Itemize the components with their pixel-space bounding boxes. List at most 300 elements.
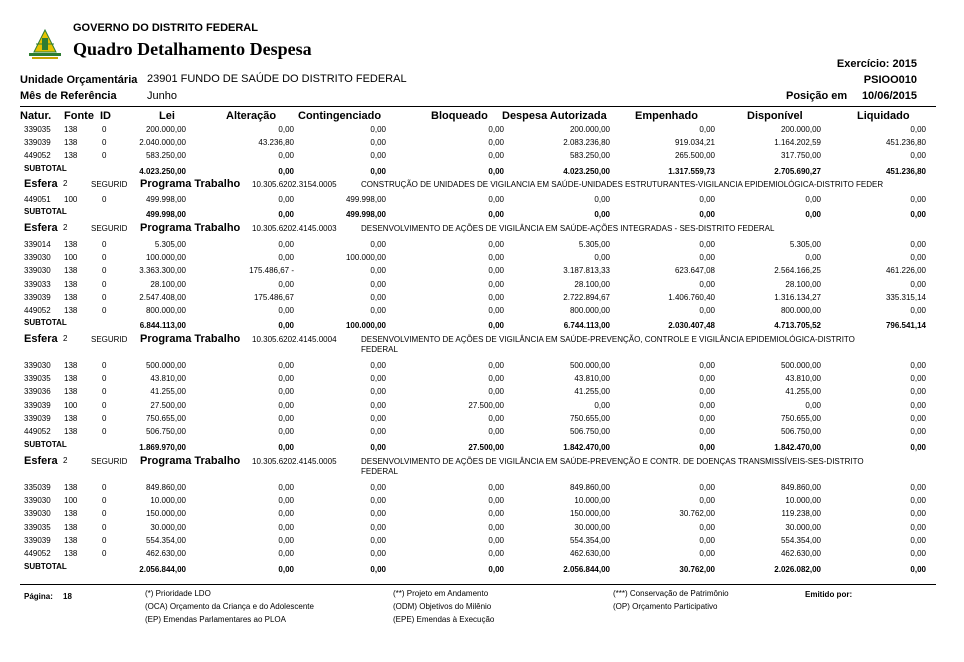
subtotal-value: 0,00: [370, 167, 386, 176]
table-cell: 138: [64, 138, 78, 148]
table-cell: 462.630,00: [145, 549, 186, 558]
subtotal-value: 0,00: [699, 443, 715, 452]
table-cell: 3.363.300,00: [139, 266, 186, 276]
table-cell: 0: [102, 483, 107, 492]
table-cell: 138: [64, 279, 78, 289]
programa-description-cont: FEDERAL: [361, 467, 398, 476]
table-cell: 583.250,00: [145, 151, 186, 161]
table-cell: 0,00: [278, 195, 294, 204]
subtotal-value: 0,00: [370, 443, 386, 452]
table-cell: 0: [102, 413, 107, 423]
subtotal-value: 0,00: [910, 565, 926, 574]
table-cell: 750.655,00: [145, 413, 186, 423]
table-cell: 0,00: [370, 240, 386, 249]
column-header: Empenhado: [635, 110, 698, 122]
table-cell: 138: [64, 361, 78, 370]
table-cell: 30.000,00: [150, 522, 186, 532]
table-cell: 0,00: [370, 496, 386, 506]
legend-item: (EPE) Emendas à Execução: [393, 615, 495, 624]
table-cell: 0,00: [278, 125, 294, 134]
table-cell: 0,00: [699, 240, 715, 249]
table-cell: 0,00: [910, 522, 926, 532]
table-cell: 0,00: [488, 483, 504, 492]
table-cell: 0,00: [910, 374, 926, 384]
table-cell: 138: [64, 535, 78, 545]
table-cell: 0,00: [278, 387, 294, 397]
table-cell: 0,00: [278, 240, 294, 249]
table-cell: 0,00: [278, 374, 294, 384]
table-cell: 0: [102, 387, 107, 397]
column-header: Contingenciado: [298, 110, 382, 122]
table-cell: 200.000,00: [780, 125, 821, 134]
table-cell: 506.750,00: [145, 427, 186, 436]
table-cell: 0,00: [699, 483, 715, 492]
exercicio: Exercício: 2015: [836, 58, 917, 70]
table-cell: 499.998,00: [145, 195, 186, 204]
subtotal-label: SUBTOTAL: [24, 562, 67, 571]
table-cell: 750.655,00: [569, 413, 610, 423]
table-cell: 0,00: [278, 306, 294, 315]
table-cell: 0,00: [699, 413, 715, 423]
table-cell: 0,00: [488, 306, 504, 315]
table-cell: 0: [102, 138, 107, 148]
mes-value: Junho: [147, 90, 177, 102]
table-cell: 506.750,00: [780, 427, 821, 436]
table-cell: 339035: [24, 522, 51, 532]
table-cell: 462.630,00: [780, 549, 821, 558]
table-cell: 2.722.894,67: [563, 292, 610, 302]
programa-code: 10.305.6202.4145.0004: [252, 335, 337, 344]
table-cell: 449052: [24, 306, 51, 315]
table-cell: 0,00: [910, 306, 926, 315]
subtotal-value: 4.023.250,00: [563, 167, 610, 176]
subtotal-value: 0,00: [910, 443, 926, 452]
table-cell: 10.000,00: [150, 496, 186, 506]
table-cell: 0,00: [910, 413, 926, 423]
table-cell: 339039: [24, 413, 51, 423]
table-cell: 0,00: [699, 400, 715, 410]
table-cell: 0,00: [910, 483, 926, 492]
table-cell: 0,00: [699, 535, 715, 545]
pagina-label: Página:: [24, 592, 53, 601]
unidade-label: Unidade Orçamentária: [20, 74, 138, 86]
table-cell: 0,00: [370, 138, 386, 148]
table-cell: 0,00: [488, 266, 504, 276]
report-code: PSIOO010: [863, 74, 917, 86]
table-cell: 0,00: [278, 400, 294, 410]
table-cell: 0: [102, 549, 107, 558]
esfera-code: SEGURID: [91, 180, 128, 189]
table-cell: 100.000,00: [145, 253, 186, 263]
subtotal-value: 0,00: [278, 167, 294, 176]
table-cell: 2.040.000,00: [139, 138, 186, 148]
table-cell: 0,00: [488, 509, 504, 519]
column-header: Bloqueado: [431, 110, 488, 122]
table-cell: 10.000,00: [574, 496, 610, 506]
subtotal-value: 0,00: [488, 167, 504, 176]
subtotal-value: 0,00: [594, 210, 610, 219]
table-cell: 500.000,00: [780, 361, 821, 370]
table-cell: 0,00: [370, 387, 386, 397]
table-cell: 499.998,00: [345, 195, 386, 204]
table-cell: 849.860,00: [569, 483, 610, 492]
table-cell: 0,00: [370, 266, 386, 276]
table-cell: 138: [64, 483, 78, 492]
table-cell: 0,00: [370, 292, 386, 302]
table-cell: 0,00: [699, 279, 715, 289]
table-cell: 0,00: [910, 427, 926, 436]
table-cell: 100: [64, 496, 78, 506]
table-cell: 0,00: [488, 374, 504, 384]
table-cell: 1.316.134,27: [774, 292, 821, 302]
subtotal-value: 4.023.250,00: [139, 167, 186, 176]
esfera-label: Esfera: [24, 222, 58, 234]
table-cell: 0: [102, 306, 107, 315]
subtotal-value: 0,00: [278, 565, 294, 574]
pagina-value: 18: [63, 592, 72, 601]
table-cell: 0,00: [699, 427, 715, 436]
esfera-label: Esfera: [24, 333, 58, 345]
programa-label: Programa Trabalho: [140, 178, 241, 190]
programa-description: DESENVOLVIMENTO DE AÇÕES DE VIGILÂNCIA EM SAÚDE-AÇÕES INTEGRADAS - SES-DISTRITO FEDERAL: [361, 224, 775, 233]
table-cell: 554.354,00: [780, 535, 821, 545]
table-cell: 339030: [24, 361, 51, 370]
table-cell: 0,00: [910, 535, 926, 545]
table-cell: 0,00: [278, 496, 294, 506]
table-cell: 0,00: [488, 138, 504, 148]
subtotal-value: 0,00: [278, 210, 294, 219]
table-cell: 200.000,00: [569, 125, 610, 134]
unidade-value: 23901 FUNDO DE SAÚDE DO DISTRITO FEDERAL: [147, 73, 407, 85]
table-cell: 0,00: [910, 240, 926, 249]
table-cell: 0,00: [488, 522, 504, 532]
table-cell: 0,00: [699, 195, 715, 204]
table-cell: 0,00: [488, 125, 504, 134]
table-cell: 0: [102, 279, 107, 289]
table-cell: 265.500,00: [674, 151, 715, 161]
subtotal-value: 6.744.113,00: [563, 321, 610, 330]
subtotal-value: 6.844.113,00: [139, 321, 186, 330]
table-cell: 500.000,00: [569, 361, 610, 370]
table-cell: 43.810,00: [785, 374, 821, 384]
table-cell: 0: [102, 496, 107, 506]
table-cell: 1.164.202,59: [774, 138, 821, 148]
table-cell: 0: [102, 253, 107, 263]
table-cell: 0,00: [488, 292, 504, 302]
table-cell: 0,00: [594, 400, 610, 410]
table-cell: 506.750,00: [569, 427, 610, 436]
table-cell: 0,00: [488, 427, 504, 436]
programa-code: 10.305.6202.4145.0005: [252, 457, 337, 466]
table-cell: 100: [64, 400, 78, 410]
table-cell: 339030: [24, 496, 51, 506]
table-cell: 449052: [24, 427, 51, 436]
table-cell: 100: [64, 253, 78, 263]
table-cell: 28.100,00: [785, 279, 821, 289]
subtotal-value: 0,00: [699, 210, 715, 219]
table-cell: 0: [102, 400, 107, 410]
table-cell: 0: [102, 374, 107, 384]
table-cell: 0,00: [278, 413, 294, 423]
table-cell: 339039: [24, 535, 51, 545]
table-cell: 0,00: [278, 151, 294, 161]
posicao-label: Posição em: [786, 90, 848, 102]
table-cell: 339030: [24, 509, 51, 519]
table-cell: 138: [64, 125, 78, 134]
table-cell: 100.000,00: [345, 253, 386, 263]
mes-label: Mês de Referência: [20, 90, 117, 102]
table-cell: 0: [102, 361, 107, 370]
table-cell: 30.000,00: [574, 522, 610, 532]
esfera-code: SEGURID: [91, 224, 128, 233]
table-cell: 623.647,08: [674, 266, 715, 276]
table-cell: 339036: [24, 387, 51, 397]
table-cell: 138: [64, 374, 78, 384]
legend-item: (*) Prioridade LDO: [145, 589, 211, 598]
table-cell: 0: [102, 151, 107, 161]
table-cell: 28.100,00: [150, 279, 186, 289]
subtotal-label: SUBTOTAL: [24, 164, 67, 173]
table-cell: 339033: [24, 279, 51, 289]
subtotal-value: 100.000,00: [345, 321, 386, 330]
table-cell: 800.000,00: [569, 306, 610, 315]
subtotal-value: 4.713.705,52: [774, 321, 821, 330]
esfera-number: 2: [63, 334, 68, 343]
table-cell: 0,00: [699, 387, 715, 397]
subtotal-value: 796.541,14: [885, 321, 926, 330]
table-cell: 0,00: [805, 253, 821, 263]
table-cell: 0,00: [910, 496, 926, 506]
table-cell: 800.000,00: [780, 306, 821, 315]
table-cell: 27.500,00: [468, 400, 504, 410]
subtotal-value: 0,00: [488, 565, 504, 574]
table-cell: 0,00: [370, 400, 386, 410]
table-cell: 41.255,00: [574, 387, 610, 397]
esfera-label: Esfera: [24, 178, 58, 190]
table-cell: 0,00: [699, 522, 715, 532]
table-cell: 0: [102, 427, 107, 436]
table-cell: 5.305,00: [789, 240, 821, 249]
subtotal-value: 2.705.690,27: [774, 167, 821, 176]
posicao-value: 10/06/2015: [861, 90, 917, 102]
column-header: Fonte: [64, 110, 94, 122]
table-cell: 0,00: [370, 374, 386, 384]
subtotal-value: 1.317.559,73: [668, 167, 715, 176]
table-cell: 0,00: [910, 125, 926, 134]
table-cell: 0,00: [370, 427, 386, 436]
table-cell: 0,00: [370, 413, 386, 423]
table-cell: 0,00: [699, 253, 715, 263]
esfera-label: Esfera: [24, 455, 58, 467]
table-cell: 0,00: [488, 279, 504, 289]
table-cell: 339030: [24, 253, 51, 263]
table-cell: 449051: [24, 195, 51, 204]
table-cell: 449052: [24, 151, 51, 161]
table-cell: 0: [102, 292, 107, 302]
subtotal-value: 499.998,00: [145, 210, 186, 219]
table-cell: 0,00: [699, 496, 715, 506]
subtotal-label: SUBTOTAL: [24, 207, 67, 216]
table-cell: 138: [64, 549, 78, 558]
table-cell: 150.000,00: [569, 509, 610, 519]
subtotal-value: 451.236,80: [885, 167, 926, 176]
table-cell: 138: [64, 266, 78, 276]
column-header: Liquidado: [857, 110, 910, 122]
subtotal-value: 0,00: [910, 210, 926, 219]
table-cell: 0,00: [594, 195, 610, 204]
table-cell: 28.100,00: [574, 279, 610, 289]
programa-label: Programa Trabalho: [140, 222, 241, 234]
subtotal-value: 1.842.470,00: [563, 443, 610, 452]
table-cell: 0: [102, 522, 107, 532]
table-cell: 0,00: [910, 549, 926, 558]
table-cell: 0: [102, 509, 107, 519]
table-cell: 583.250,00: [569, 151, 610, 161]
legend-item: (OCA) Orçamento da Criança e do Adolescente: [145, 602, 314, 611]
table-cell: 43.236,80: [258, 138, 294, 148]
table-cell: 554.354,00: [145, 535, 186, 545]
table-cell: 449052: [24, 549, 51, 558]
table-cell: 30.762,00: [679, 509, 715, 519]
table-cell: 339039: [24, 292, 51, 302]
legend-item: (EP) Emendas Parlamentares ao PLOA: [145, 615, 286, 624]
table-cell: 0,00: [699, 306, 715, 315]
table-cell: 41.255,00: [785, 387, 821, 397]
table-cell: 0,00: [488, 496, 504, 506]
table-cell: 0,00: [370, 549, 386, 558]
table-cell: 150.000,00: [145, 509, 186, 519]
programa-description: CONSTRUÇÃO DE UNIDADES DE VIGILANCIA EM SAÚDE-UNIDADES ESTRUTURANTES-VIGILANCIA EPIDEMIOLÓGICA-DISTRITO FEDER: [361, 180, 884, 189]
table-cell: 500.000,00: [145, 361, 186, 370]
table-cell: 339039: [24, 400, 51, 410]
table-cell: 138: [64, 292, 78, 302]
table-cell: 2.564.166,25: [774, 266, 821, 276]
esfera-number: 2: [63, 223, 68, 232]
esfera-code: SEGURID: [91, 457, 128, 466]
table-cell: 0,00: [370, 483, 386, 492]
column-header: Alteração: [226, 110, 277, 122]
table-cell: 0,00: [488, 387, 504, 397]
table-cell: 0,00: [488, 535, 504, 545]
table-cell: 462.630,00: [569, 549, 610, 558]
table-cell: 0,00: [910, 509, 926, 519]
column-header: Lei: [159, 110, 175, 122]
table-cell: 2.547.408,00: [139, 292, 186, 302]
table-cell: 5.305,00: [154, 240, 186, 249]
programa-description: DESENVOLVIMENTO DE AÇÕES DE VIGILÂNCIA EM SAÚDE-PREVENÇÃO, CONTROLE E VIGILÂNCIA EPIDEMIOLÓGICA-DISTRITO: [361, 335, 855, 344]
table-cell: 0,00: [370, 306, 386, 315]
table-cell: 0,00: [278, 522, 294, 532]
table-cell: 0,00: [488, 413, 504, 423]
table-cell: 451.236,80: [885, 138, 926, 148]
table-cell: 0,00: [805, 195, 821, 204]
programa-code: 10.305.6202.4145.0003: [252, 224, 337, 233]
report-title: Quadro Detalhamento Despesa: [73, 39, 312, 59]
government-name: GOVERNO DO DISTRITO FEDERAL: [73, 22, 258, 34]
table-cell: 461.226,00: [885, 266, 926, 276]
table-cell: 0,00: [699, 374, 715, 384]
legend-item: (OP) Orçamento Participativo: [613, 602, 718, 611]
table-cell: 554.354,00: [569, 535, 610, 545]
table-cell: 0,00: [910, 151, 926, 161]
programa-description: DESENVOLVIMENTO DE AÇÕES DE VIGILÂNCIA EM SAÚDE-PREVENÇÃO E CONTR. DE DOENÇAS TRANSMISSÍVEIS-SES-DISTRITO: [361, 457, 864, 466]
programa-label: Programa Trabalho: [140, 455, 241, 467]
table-cell: 849.860,00: [780, 483, 821, 492]
table-cell: 30.000,00: [785, 522, 821, 532]
table-cell: 5.305,00: [578, 240, 610, 249]
table-cell: 0,00: [370, 125, 386, 134]
legend-item: (ODM) Objetivos do Milênio: [393, 602, 492, 611]
table-cell: 0,00: [910, 361, 926, 370]
table-cell: 0,00: [278, 509, 294, 519]
subtotal-value: 0,00: [488, 321, 504, 330]
table-cell: 0,00: [910, 400, 926, 410]
table-cell: 2.083.236,80: [563, 138, 610, 148]
table-cell: 138: [64, 151, 78, 161]
programa-description-cont: FEDERAL: [361, 345, 398, 354]
table-cell: 919.034,21: [674, 138, 715, 148]
table-cell: 0,00: [488, 195, 504, 204]
table-cell: 175.486,67 -: [249, 266, 294, 276]
table-cell: 339039: [24, 138, 51, 148]
esfera-number: 2: [63, 179, 68, 188]
table-cell: 339035: [24, 125, 51, 134]
table-cell: 0,00: [910, 387, 926, 397]
table-cell: 0,00: [910, 253, 926, 263]
column-header: Natur.: [20, 110, 52, 122]
esfera-number: 2: [63, 456, 68, 465]
table-cell: 0,00: [699, 549, 715, 558]
table-cell: 0,00: [370, 522, 386, 532]
column-header: ID: [100, 110, 111, 122]
table-cell: 0,00: [699, 361, 715, 370]
programa-code: 10.305.6202.3154.0005: [252, 180, 337, 189]
table-cell: 0,00: [910, 195, 926, 204]
table-cell: 800.000,00: [145, 306, 186, 315]
subtotal-label: SUBTOTAL: [24, 440, 67, 449]
table-cell: 0: [102, 240, 107, 249]
table-cell: 0,00: [699, 125, 715, 134]
table-cell: 138: [64, 240, 78, 249]
table-cell: 0,00: [488, 240, 504, 249]
subtotal-value: 2.056.844,00: [563, 565, 610, 574]
subtotal-label: SUBTOTAL: [24, 318, 67, 327]
table-cell: 0: [102, 535, 107, 545]
subtotal-value: 1.869.970,00: [139, 443, 186, 452]
table-cell: 27.500,00: [150, 400, 186, 410]
subtotal-value: 2.026.082,00: [774, 565, 821, 574]
subtotal-value: 0,00: [278, 321, 294, 330]
table-cell: 0,00: [370, 151, 386, 161]
table-cell: 0,00: [805, 400, 821, 410]
table-cell: 0,00: [488, 151, 504, 161]
table-cell: 0,00: [488, 361, 504, 370]
table-cell: 339035: [24, 374, 51, 384]
legend-item: (***) Conservação de Patrimônio: [613, 589, 729, 598]
esfera-code: SEGURID: [91, 335, 128, 344]
table-cell: 0,00: [488, 253, 504, 263]
programa-label: Programa Trabalho: [140, 333, 241, 345]
table-cell: 0,00: [370, 535, 386, 545]
table-cell: 200.000,00: [145, 125, 186, 134]
footer-divider: [20, 584, 936, 585]
table-cell: 0,00: [278, 483, 294, 492]
table-cell: 0,00: [370, 279, 386, 289]
table-cell: 317.750,00: [780, 151, 821, 161]
table-cell: 849.860,00: [145, 483, 186, 492]
subtotal-value: 0,00: [370, 565, 386, 574]
table-cell: 0,00: [370, 509, 386, 519]
